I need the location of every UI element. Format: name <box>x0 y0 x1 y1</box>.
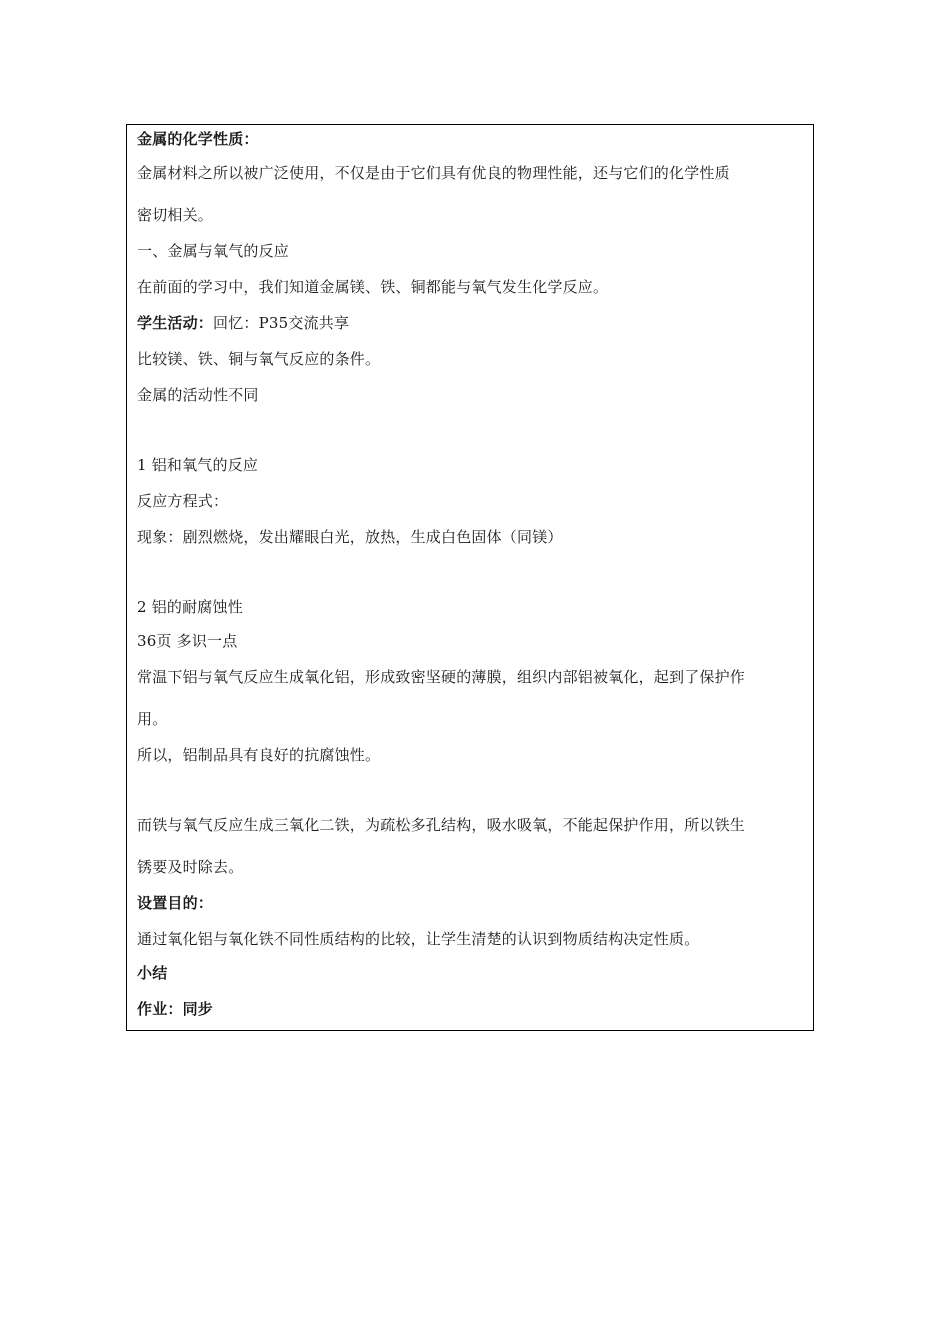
intro-line-1: 金属材料之所以被广泛使用，不仅是由于它们具有优良的物理性能，还与它们的化学性质 <box>137 164 730 182</box>
purpose-label: 设置目的： <box>137 894 214 912</box>
compare-text: 比较镁、铁、铜与氧气反应的条件。 <box>137 350 381 368</box>
summary-label: 小结 <box>137 964 168 982</box>
item2-title: 2 铝的耐腐蚀性 <box>137 598 243 616</box>
iron-line-1: 而铁与氧气反应生成三氧化二铁，为疏松多孔结构，吸水吸氧，不能起保护作用，所以铁生 <box>137 816 746 834</box>
homework-label: 作业：同步 <box>137 1000 214 1018</box>
item2-text-line-2: 用。 <box>137 710 168 728</box>
item1-equation: 反应方程式： <box>137 492 229 510</box>
item2-page: 36页 多识一点 <box>137 632 238 650</box>
activity-text: 回忆：P35交流共享 <box>213 314 350 332</box>
item1-title: 1 铝和氧气的反应 <box>137 456 259 474</box>
item2-conclusion: 所以，铝制品具有良好的抗腐蚀性。 <box>137 746 381 764</box>
iron-line-2: 锈要及时除去。 <box>137 858 244 876</box>
item2-text-line-1: 常温下铝与氧气反应生成氧化铝，形成致密坚硬的薄膜，组织内部铝被氧化，起到了保护作 <box>137 668 746 686</box>
lesson-content-box <box>126 124 814 1031</box>
item1-phenomenon: 现象：剧烈燃烧，发出耀眼白光，放热，生成白色固体（同镁） <box>137 528 563 546</box>
purpose-text: 通过氧化铝与氧化铁不同性质结构的比较，让学生清楚的认识到物质结构决定性质。 <box>137 930 700 948</box>
section1-text: 在前面的学习中，我们知道金属镁、铁、铜都能与氧气发生化学反应。 <box>137 278 609 296</box>
activity-label: 学生活动： <box>137 314 214 332</box>
heading: 金属的化学性质： <box>137 130 259 148</box>
intro-line-2: 密切相关。 <box>137 206 214 224</box>
section1-title: 一、金属与氧气的反应 <box>137 242 290 260</box>
student-activity-line <box>137 313 349 333</box>
activity-diff: 金属的活动性不同 <box>137 386 259 404</box>
